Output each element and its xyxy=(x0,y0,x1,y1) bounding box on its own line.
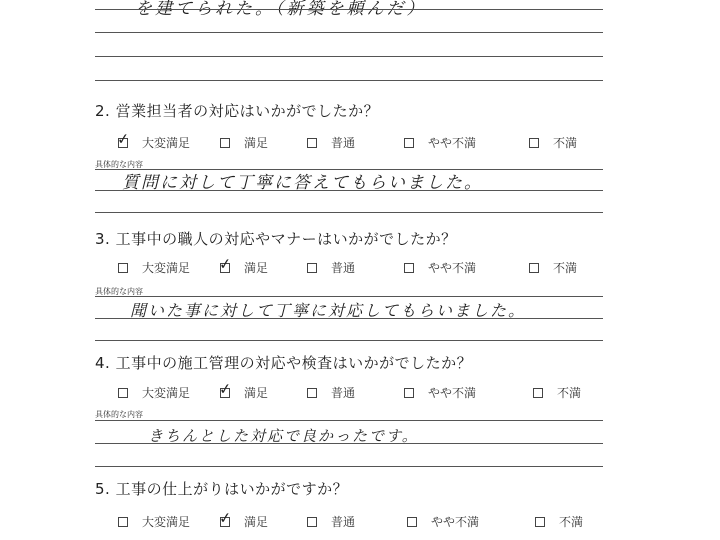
q1-handwritten-comment: を建てられた。（新築を頼んだ） xyxy=(135,0,427,19)
q5-option-somewhat-dissatisfied[interactable] xyxy=(407,513,479,530)
answer-line xyxy=(95,9,603,10)
checkbox[interactable] xyxy=(533,388,543,398)
check-mark-icon: ✓ xyxy=(218,253,233,274)
option-label: やや不満 xyxy=(428,386,477,400)
answer-line xyxy=(95,340,603,341)
checkbox[interactable] xyxy=(220,138,230,148)
option-label: 満足 xyxy=(244,261,269,275)
checkbox[interactable] xyxy=(118,517,128,527)
q4-option-dissatisfied[interactable] xyxy=(533,384,581,401)
answer-line xyxy=(95,32,603,33)
checkbox[interactable] xyxy=(307,138,317,148)
answer-line xyxy=(95,296,603,297)
answer-line xyxy=(95,212,603,213)
answer-line xyxy=(95,466,603,467)
option-label: 普通 xyxy=(331,261,356,275)
q3-option-very-satisfied[interactable] xyxy=(118,259,190,276)
checkbox[interactable] xyxy=(307,517,317,527)
q2-option-very-satisfied[interactable] xyxy=(116,128,191,151)
q5-option-satisfied[interactable] xyxy=(218,507,269,530)
q3-option-somewhat-dissatisfied[interactable] xyxy=(404,259,476,276)
option-label: 普通 xyxy=(331,515,356,529)
answer-line xyxy=(95,318,603,319)
detail-label: 具体的な内容 xyxy=(95,160,143,169)
answer-line xyxy=(95,56,603,57)
answer-line xyxy=(95,80,603,81)
checkbox[interactable] xyxy=(307,263,317,273)
checkbox[interactable] xyxy=(529,138,539,148)
question-3: 3. 工事中の職人の対応やマナーはいかがでしたか？ xyxy=(95,230,457,248)
q3-option-neutral[interactable] xyxy=(307,259,355,276)
checkbox[interactable] xyxy=(307,388,317,398)
option-label: やや不満 xyxy=(428,261,477,275)
option-label: 不満 xyxy=(553,136,578,150)
checkbox[interactable] xyxy=(404,388,414,398)
option-label: 満足 xyxy=(244,136,269,150)
q5-option-dissatisfied[interactable] xyxy=(535,513,583,530)
q5-option-very-satisfied[interactable] xyxy=(118,513,190,530)
q3-handwritten-comment: 聞いた事に対して丁寧に対応してもらいました。 xyxy=(130,301,527,320)
option-label: 普通 xyxy=(331,386,356,400)
checkbox[interactable] xyxy=(407,517,417,527)
question-5: 5. 工事の仕上がりはいかがですか？ xyxy=(95,480,349,498)
checkbox[interactable] xyxy=(116,128,131,149)
check-mark-icon: ✓ xyxy=(116,128,131,149)
question-4: 4. 工事中の施工管理の対応や検査はいかがでしたか？ xyxy=(95,354,473,372)
q5-option-neutral[interactable] xyxy=(307,513,355,530)
option-label: やや不満 xyxy=(431,515,480,529)
q3-option-dissatisfied[interactable] xyxy=(529,259,577,276)
q2-handwritten-comment: 質問に対して丁寧に答えてもらいました。 xyxy=(122,173,483,193)
option-label: 満足 xyxy=(244,386,269,400)
q2-option-somewhat-dissatisfied[interactable] xyxy=(404,134,476,151)
q4-option-somewhat-dissatisfied[interactable] xyxy=(404,384,476,401)
check-mark-icon: ✓ xyxy=(218,378,233,399)
checkbox[interactable] xyxy=(404,263,414,273)
option-label: 大変満足 xyxy=(142,136,191,150)
checkbox[interactable] xyxy=(118,388,128,398)
checkbox[interactable] xyxy=(218,378,233,399)
option-label: 大変満足 xyxy=(142,515,191,529)
option-label: 大変満足 xyxy=(142,386,191,400)
checkbox[interactable] xyxy=(535,517,545,527)
q2-option-dissatisfied[interactable] xyxy=(529,134,577,151)
option-label: 不満 xyxy=(559,515,584,529)
checkbox[interactable] xyxy=(118,263,128,273)
option-label: 満足 xyxy=(244,515,269,529)
detail-label: 具体的な内容 xyxy=(95,410,143,419)
checkbox[interactable] xyxy=(404,138,414,148)
option-label: 不満 xyxy=(557,386,582,400)
checkbox[interactable] xyxy=(218,507,233,528)
q4-option-satisfied[interactable] xyxy=(218,378,269,401)
q3-option-satisfied[interactable] xyxy=(218,253,269,276)
q4-option-neutral[interactable] xyxy=(307,384,355,401)
answer-line xyxy=(95,420,603,421)
answer-line xyxy=(95,190,603,191)
checkbox[interactable] xyxy=(529,263,539,273)
answer-line xyxy=(95,443,603,444)
option-label: 大変満足 xyxy=(142,261,191,275)
checkbox[interactable] xyxy=(218,253,233,274)
option-label: 普通 xyxy=(331,136,356,150)
option-label: やや不満 xyxy=(428,136,477,150)
question-2: 2. 営業担当者の対応はいかがでしたか？ xyxy=(95,102,380,120)
option-label: 不満 xyxy=(553,261,578,275)
q4-option-very-satisfied[interactable] xyxy=(118,384,190,401)
detail-label: 具体的な内容 xyxy=(95,287,143,296)
q4-handwritten-comment: きちんとした対応で良かったです。 xyxy=(148,427,419,445)
q2-option-satisfied[interactable] xyxy=(220,134,268,151)
q2-option-neutral[interactable] xyxy=(307,134,355,151)
check-mark-icon: ✓ xyxy=(218,507,233,528)
